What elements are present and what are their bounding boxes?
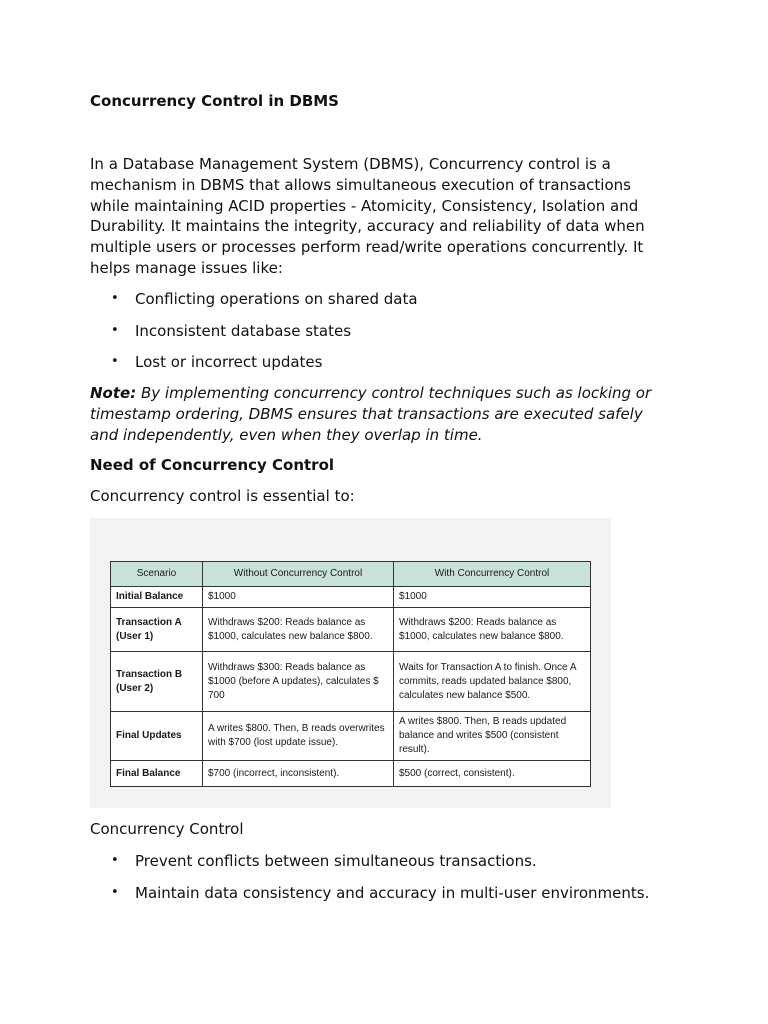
table-cell: Transaction B (User 2) xyxy=(111,652,203,712)
table-cell: A writes $800. Then, B reads updated balance and writes $500 (consistent result). xyxy=(394,712,591,761)
table-cell: Transaction A (User 1) xyxy=(111,608,203,652)
table-row xyxy=(111,652,591,712)
table-cell: $500 (correct, consistent). xyxy=(394,761,591,787)
list-item xyxy=(90,851,649,883)
table-header-cell: Scenario xyxy=(111,562,203,587)
list-item xyxy=(90,321,418,353)
table-row xyxy=(111,761,591,787)
table-cell: $700 (incorrect, inconsistent). xyxy=(203,761,394,787)
list-item xyxy=(90,289,418,321)
table-cell: Final Balance xyxy=(111,761,203,787)
page-title: Concurrency Control in DBMS xyxy=(90,92,339,110)
note-paragraph xyxy=(90,383,670,445)
list-item xyxy=(90,352,418,384)
issues-list xyxy=(90,289,418,384)
table-cell: Withdraws $200: Reads balance as $1000, calculates new balance $800. xyxy=(394,608,591,652)
bullet-icon: • xyxy=(111,354,119,369)
list-item-text: Conflicting operations on shared data xyxy=(135,290,418,308)
intro-paragraph: In a Database Management System (DBMS), Concurrency control is a mechanism in DBMS that allows simultaneous execution of transactions while maintaining ACID properties - Atomicity, Consistency, Isolation and Durability. It maintains the integrity, accuracy and reliability of data when multiple users or processes perform read/write operations concurrently. It helps manage issues like: xyxy=(90,155,645,277)
table-row xyxy=(111,608,591,652)
list-item-text: Maintain data consistency and accuracy in multi-user environments. xyxy=(135,883,650,902)
list-item-text: Inconsistent database states xyxy=(135,321,352,340)
figure-caption: Concurrency Control xyxy=(90,820,244,838)
list-item xyxy=(90,883,649,915)
bullet-icon: • xyxy=(111,884,119,900)
table-cell: Final Updates xyxy=(111,712,203,761)
note-text: By implementing concurrency control techniques such as locking or timestamp ordering, DBMS ensures that transactions are executed safely and independently, even when they overlap in time. xyxy=(90,384,652,444)
comparison-table xyxy=(110,561,591,787)
bullet-icon: • xyxy=(111,853,119,868)
table-row xyxy=(111,712,591,761)
table-cell: Withdraws $300: Reads balance as $1000 (before A updates), calculates $ 700 xyxy=(203,652,394,712)
needs-list xyxy=(90,851,649,914)
need-intro: Concurrency control is essential to: xyxy=(90,487,355,505)
table-header-cell: With Concurrency Control xyxy=(394,562,591,587)
table-row xyxy=(111,587,591,608)
table-header-row xyxy=(111,562,591,587)
table-header-cell: Without Concurrency Control xyxy=(203,562,394,587)
table-cell: Initial Balance xyxy=(111,587,203,608)
section-heading: Need of Concurrency Control xyxy=(90,456,335,474)
bullet-icon: • xyxy=(111,291,119,306)
table-cell: Waits for Transaction A to finish. Once A commits, reads updated balance $800, calculates new balance $500. xyxy=(394,652,591,712)
list-item-text: Lost or incorrect updates xyxy=(135,353,323,371)
table-figure xyxy=(90,518,611,808)
table-cell: Withdraws $200: Reads balance as $1000, calculates new balance $800. xyxy=(203,608,394,652)
table-cell: $1000 xyxy=(203,587,394,608)
table-cell: $1000 xyxy=(394,587,591,608)
table-cell: A writes $800. Then, B reads overwrites with $700 (lost update issue). xyxy=(203,712,394,761)
bullet-icon: • xyxy=(111,322,119,338)
list-item-text: Prevent conflicts between simultaneous transactions. xyxy=(135,852,537,870)
note-label: Note: xyxy=(90,384,137,402)
